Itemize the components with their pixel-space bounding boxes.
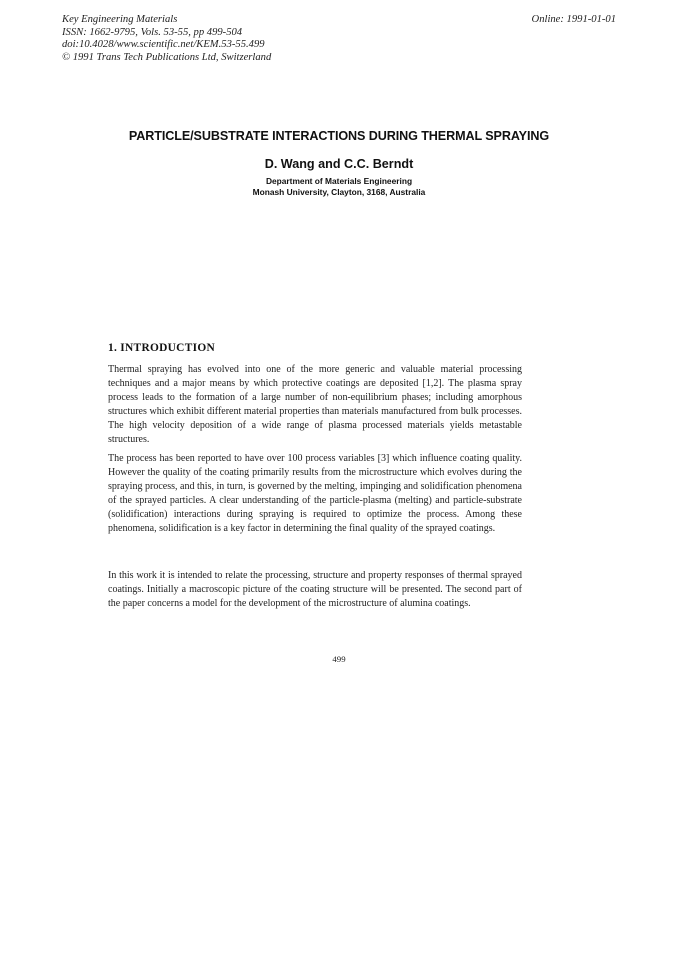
body-paragraph-2 xyxy=(108,452,522,535)
body-paragraph-3 xyxy=(108,569,522,611)
journal-header xyxy=(62,14,271,64)
affiliation-institution: Monash University, Clayton, 3168, Australia xyxy=(252,187,426,197)
copyright-line: © 1991 Trans Tech Publications Ltd, Switzerland xyxy=(62,51,272,63)
paper-title: PARTICLE/SUBSTRATE INTERACTIONS DURING THERMAL SPRAYING xyxy=(128,129,550,143)
section-heading: 1. INTRODUCTION xyxy=(108,342,216,354)
paper-authors: D. Wang and C.C. Berndt xyxy=(264,157,414,171)
body-paragraph-1 xyxy=(108,363,522,446)
page-number: 499 xyxy=(332,654,346,664)
online-date: Online: 1991-01-01 xyxy=(531,14,616,25)
journal-name: Key Engineering Materials xyxy=(62,14,178,25)
issn-line: ISSN: 1662-9795, Vols. 53-55, pp 499-504 xyxy=(62,26,243,38)
paragraph-text: Thermal spraying has evolved into one of the more generic and valuable material processing techniques and a major means by which protective coatings are deposited [1,2]. The plasma spray process leads to the formation of a large number of non-equilibrium phases; including amorphous structures which exhibit different material properties than materials manufactured from bulk processes. The high velocity deposition of a wide range of plasma processed materials yields metastable structures. xyxy=(108,364,522,445)
paragraph-text: The process has been reported to have over 100 process variables [3] which influence coating quality. However the quality of the coating primarily results from the microstructure which evolves during the spraying process, and this, in turn, is governed by the melting, impinging and solidification phenomena of the sprayed particles. A clear understanding of the particle-plasma (melting) and particle-substrate (solidification) interactions during spraying is required to optimize the process. Among these phenomena, solidification is a key factor in determining the final quality of the sprayed coatings. xyxy=(108,453,522,534)
paragraph-text: In this work it is intended to relate the processing, structure and property responses of thermal sprayed coatings. Initially a macroscopic picture of the coating structure will be presented. The second part of the paper concerns a model for the development of the microstructure of alumina coatings. xyxy=(108,570,522,609)
doi-line: doi:10.4028/www.scientific.net/KEM.53-55.499 xyxy=(62,39,265,50)
affiliation-department: Department of Materials Engineering xyxy=(265,176,413,186)
